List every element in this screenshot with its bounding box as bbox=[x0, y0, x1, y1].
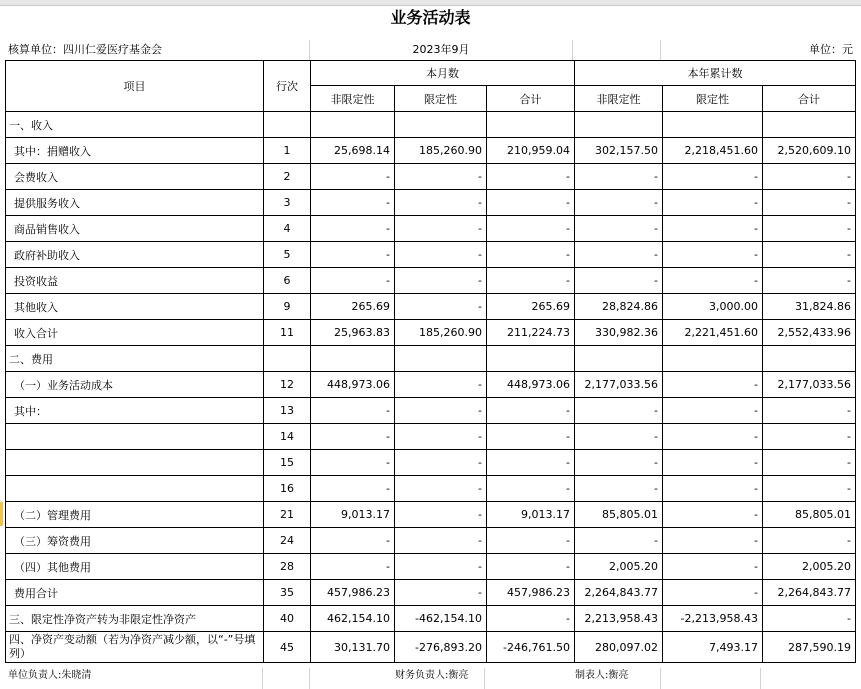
cell-row-no[interactable]: 15 bbox=[264, 450, 311, 476]
cell-ytd-restricted[interactable]: - bbox=[663, 580, 763, 606]
table-row bbox=[6, 580, 856, 606]
cell-ytd-unrestricted[interactable] bbox=[575, 112, 663, 138]
grid-line bbox=[572, 40, 573, 60]
cell-item[interactable]: 会费收入 bbox=[6, 164, 264, 190]
cell-month-unrestricted[interactable]: - bbox=[311, 190, 395, 216]
cell-item[interactable]: 二、费用 bbox=[6, 346, 264, 372]
cell-ytd-total[interactable]: 287,590.19 bbox=[763, 632, 856, 663]
cell-month-restricted[interactable]: - bbox=[395, 476, 487, 502]
header-item[interactable]: 项目 bbox=[6, 61, 264, 112]
cell-ytd-total[interactable]: 31,824.86 bbox=[763, 294, 856, 320]
cell-item[interactable]: （四）其他费用 bbox=[6, 554, 264, 580]
table-row bbox=[6, 164, 856, 190]
accounting-unit[interactable]: 核算单位：四川仁爱医疗基金会 bbox=[8, 43, 162, 56]
cell-item[interactable]: 三、限定性净资产转为非限定性净资产 bbox=[6, 606, 264, 632]
cell-item[interactable]: 商品销售收入 bbox=[6, 216, 264, 242]
table-row bbox=[6, 632, 856, 663]
cell-month-unrestricted[interactable]: 448,973.06 bbox=[311, 372, 395, 398]
cell-month-unrestricted[interactable]: 9,013.17 bbox=[311, 502, 395, 528]
cell-ytd-restricted[interactable]: - bbox=[663, 372, 763, 398]
cell-row-no[interactable]: 3 bbox=[264, 190, 311, 216]
cell-ytd-total[interactable] bbox=[763, 112, 856, 138]
cell-item[interactable]: 投资收益 bbox=[6, 268, 264, 294]
cell-month-unrestricted[interactable]: - bbox=[311, 216, 395, 242]
grid-line bbox=[262, 668, 263, 689]
cell-month-unrestricted[interactable]: 25,698.14 bbox=[311, 138, 395, 164]
cell-ytd-restricted[interactable]: - bbox=[663, 450, 763, 476]
cell-row-no[interactable] bbox=[264, 346, 311, 372]
cell-month-unrestricted[interactable]: - bbox=[311, 424, 395, 450]
cell-item[interactable]: 四、净资产变动额（若为净资产减少额，以“-”号填列） bbox=[6, 632, 264, 663]
cell-month-restricted[interactable]: - bbox=[395, 502, 487, 528]
cell-month-restricted[interactable]: -276,893.20 bbox=[395, 632, 487, 663]
activity-statement-table bbox=[5, 60, 856, 663]
cell-ytd-total[interactable]: 85,805.01 bbox=[763, 502, 856, 528]
cell-month-unrestricted[interactable]: - bbox=[311, 268, 395, 294]
cell-ytd-total[interactable]: 2,520,609.10 bbox=[763, 138, 856, 164]
cell-month-unrestricted[interactable]: 462,154.10 bbox=[311, 606, 395, 632]
table-row bbox=[6, 138, 856, 164]
cell-month-total[interactable]: 211,224.73 bbox=[487, 320, 575, 346]
header-year-to-date[interactable]: 本年累计数 bbox=[575, 61, 856, 86]
cell-row-no[interactable]: 5 bbox=[264, 242, 311, 268]
cell-item[interactable] bbox=[6, 424, 264, 450]
cell-ytd-total[interactable]: - bbox=[763, 164, 856, 190]
cell-month-total[interactable]: 457,986.23 bbox=[487, 580, 575, 606]
cell-ytd-unrestricted[interactable]: - bbox=[575, 164, 663, 190]
cell-row-no[interactable]: 45 bbox=[264, 632, 311, 663]
grid-line bbox=[309, 668, 310, 689]
table-row bbox=[6, 320, 856, 346]
cell-month-total[interactable]: - bbox=[487, 216, 575, 242]
table-row bbox=[6, 268, 856, 294]
cell-ytd-restricted[interactable]: 7,493.17 bbox=[663, 632, 763, 663]
cell-month-restricted[interactable]: 185,260.90 bbox=[395, 320, 487, 346]
cell-month-restricted[interactable]: - bbox=[395, 216, 487, 242]
header-ytd-total[interactable]: 合计 bbox=[763, 86, 856, 112]
cell-month-total[interactable]: - bbox=[487, 190, 575, 216]
cell-month-restricted[interactable] bbox=[395, 112, 487, 138]
cell-row-no[interactable]: 24 bbox=[264, 528, 311, 554]
table-row bbox=[6, 606, 856, 632]
cell-row-no[interactable]: 11 bbox=[264, 320, 311, 346]
info-bar bbox=[0, 40, 861, 60]
cell-ytd-unrestricted[interactable]: 2,177,033.56 bbox=[575, 372, 663, 398]
cell-month-unrestricted[interactable]: - bbox=[311, 164, 395, 190]
report-period[interactable]: 2023年9月 bbox=[412, 43, 470, 56]
cell-month-restricted[interactable]: - bbox=[395, 268, 487, 294]
cell-item[interactable]: 其他收入 bbox=[6, 294, 264, 320]
cell-month-restricted[interactable]: - bbox=[395, 424, 487, 450]
cell-item[interactable]: 一、收入 bbox=[6, 112, 264, 138]
cell-ytd-restricted[interactable]: 3,000.00 bbox=[663, 294, 763, 320]
table-row bbox=[6, 112, 856, 138]
cell-ytd-unrestricted[interactable]: - bbox=[575, 242, 663, 268]
cell-item[interactable] bbox=[6, 476, 264, 502]
row-selection-marker bbox=[0, 502, 3, 526]
cell-row-no[interactable]: 4 bbox=[264, 216, 311, 242]
cell-row-no[interactable] bbox=[264, 112, 311, 138]
cell-ytd-total[interactable]: 2,552,433.96 bbox=[763, 320, 856, 346]
cell-ytd-restricted[interactable] bbox=[663, 346, 763, 372]
header-row-no[interactable]: 行次 bbox=[264, 61, 311, 112]
finance-head-signature[interactable]: 财务负责人:衡亮 bbox=[395, 670, 469, 681]
cell-ytd-total[interactable]: 2,264,843.77 bbox=[763, 580, 856, 606]
table-row bbox=[6, 398, 856, 424]
grid-line bbox=[660, 40, 661, 60]
report-title: 业务活动表 bbox=[390, 8, 471, 27]
cell-row-no[interactable]: 1 bbox=[264, 138, 311, 164]
cell-ytd-unrestricted[interactable]: 2,005.20 bbox=[575, 554, 663, 580]
cell-item[interactable]: 其中：捐赠收入 bbox=[6, 138, 264, 164]
cell-month-total[interactable]: 448,973.06 bbox=[487, 372, 575, 398]
cell-ytd-unrestricted[interactable]: - bbox=[575, 528, 663, 554]
cell-row-no[interactable]: 35 bbox=[264, 580, 311, 606]
cell-month-total[interactable]: - bbox=[487, 424, 575, 450]
cell-ytd-restricted[interactable] bbox=[663, 112, 763, 138]
cell-item[interactable]: 费用合计 bbox=[6, 580, 264, 606]
cell-ytd-restricted[interactable]: - bbox=[663, 554, 763, 580]
cell-ytd-restricted[interactable]: - bbox=[663, 528, 763, 554]
cell-ytd-restricted[interactable]: - bbox=[663, 242, 763, 268]
cell-month-unrestricted[interactable]: 25,963.83 bbox=[311, 320, 395, 346]
cell-ytd-total[interactable]: - bbox=[763, 528, 856, 554]
cell-month-restricted[interactable]: - bbox=[395, 528, 487, 554]
cell-ytd-restricted[interactable]: 2,218,451.60 bbox=[663, 138, 763, 164]
cell-item[interactable]: （二）管理费用 bbox=[6, 502, 264, 528]
cell-row-no[interactable]: 40 bbox=[264, 606, 311, 632]
cell-month-unrestricted[interactable] bbox=[311, 112, 395, 138]
cell-month-unrestricted[interactable]: 457,986.23 bbox=[311, 580, 395, 606]
grid-line bbox=[484, 668, 485, 689]
cell-item[interactable]: 政府补助收入 bbox=[6, 242, 264, 268]
table-row bbox=[6, 242, 856, 268]
cell-month-unrestricted[interactable]: - bbox=[311, 450, 395, 476]
cell-month-total[interactable]: -246,761.50 bbox=[487, 632, 575, 663]
cell-ytd-unrestricted[interactable]: - bbox=[575, 268, 663, 294]
cell-row-no[interactable]: 12 bbox=[264, 372, 311, 398]
cell-month-unrestricted[interactable]: - bbox=[311, 554, 395, 580]
cell-ytd-restricted[interactable]: - bbox=[663, 216, 763, 242]
cell-item[interactable]: 其中： bbox=[6, 398, 264, 424]
cell-month-restricted[interactable]: - bbox=[395, 398, 487, 424]
header-month-unrestricted[interactable]: 非限定性 bbox=[311, 86, 395, 112]
cell-ytd-unrestricted[interactable]: - bbox=[575, 424, 663, 450]
header-current-month[interactable]: 本月数 bbox=[311, 61, 575, 86]
cell-ytd-total[interactable]: - bbox=[763, 242, 856, 268]
cell-ytd-unrestricted[interactable]: - bbox=[575, 398, 663, 424]
cell-row-no[interactable]: 28 bbox=[264, 554, 311, 580]
cell-month-unrestricted[interactable]: 265.69 bbox=[311, 294, 395, 320]
cell-ytd-restricted[interactable]: - bbox=[663, 502, 763, 528]
cell-ytd-total[interactable]: - bbox=[763, 398, 856, 424]
cell-month-total[interactable]: - bbox=[487, 476, 575, 502]
cell-month-total[interactable]: - bbox=[487, 554, 575, 580]
cell-ytd-total[interactable]: - bbox=[763, 450, 856, 476]
cell-row-no[interactable]: 14 bbox=[264, 424, 311, 450]
cell-row-no[interactable]: 9 bbox=[264, 294, 311, 320]
table-row bbox=[6, 502, 856, 528]
cell-ytd-unrestricted[interactable]: 85,805.01 bbox=[575, 502, 663, 528]
cell-month-restricted[interactable]: - bbox=[395, 294, 487, 320]
header-row-1 bbox=[6, 61, 856, 86]
cell-month-unrestricted[interactable]: - bbox=[311, 242, 395, 268]
cell-row-no[interactable]: 16 bbox=[264, 476, 311, 502]
cell-month-total[interactable] bbox=[487, 346, 575, 372]
cell-month-restricted[interactable]: -462,154.10 bbox=[395, 606, 487, 632]
cell-month-restricted[interactable]: - bbox=[395, 190, 487, 216]
preparer-signature[interactable]: 制表人:衡亮 bbox=[575, 670, 629, 681]
table-row bbox=[6, 190, 856, 216]
cell-month-total[interactable]: - bbox=[487, 268, 575, 294]
cell-month-unrestricted[interactable]: 30,131.70 bbox=[311, 632, 395, 663]
cell-month-total[interactable]: - bbox=[487, 398, 575, 424]
cell-month-unrestricted[interactable]: - bbox=[311, 528, 395, 554]
cell-item[interactable]: （三）筹资费用 bbox=[6, 528, 264, 554]
cell-ytd-unrestricted[interactable]: - bbox=[575, 190, 663, 216]
cell-month-unrestricted[interactable]: - bbox=[311, 476, 395, 502]
cell-ytd-total[interactable]: 2,177,033.56 bbox=[763, 372, 856, 398]
cell-month-total[interactable]: - bbox=[487, 606, 575, 632]
currency-unit[interactable]: 单位：元 bbox=[809, 43, 853, 56]
header-ytd-unrestricted[interactable]: 非限定性 bbox=[575, 86, 663, 112]
cell-ytd-restricted[interactable]: -2,213,958.43 bbox=[663, 606, 763, 632]
signature-footer bbox=[0, 668, 861, 689]
table-row bbox=[6, 476, 856, 502]
cell-month-total[interactable]: - bbox=[487, 164, 575, 190]
header-month-total[interactable]: 合计 bbox=[487, 86, 575, 112]
cell-ytd-total[interactable]: - bbox=[763, 216, 856, 242]
cell-ytd-unrestricted[interactable] bbox=[575, 346, 663, 372]
cell-month-total[interactable]: - bbox=[487, 528, 575, 554]
cell-ytd-unrestricted[interactable]: 2,213,958.43 bbox=[575, 606, 663, 632]
table-row bbox=[6, 424, 856, 450]
cell-ytd-total[interactable]: - bbox=[763, 190, 856, 216]
cell-item[interactable]: （一）业务活动成本 bbox=[6, 372, 264, 398]
cell-month-unrestricted[interactable]: - bbox=[311, 398, 395, 424]
cell-ytd-total[interactable]: - bbox=[763, 268, 856, 294]
header-month-restricted[interactable]: 限定性 bbox=[395, 86, 487, 112]
grid-line bbox=[660, 668, 661, 689]
cell-ytd-restricted[interactable]: - bbox=[663, 190, 763, 216]
cell-ytd-unrestricted[interactable]: 280,097.02 bbox=[575, 632, 663, 663]
table-row bbox=[6, 372, 856, 398]
grid-line bbox=[760, 668, 761, 689]
cell-row-no[interactable]: 13 bbox=[264, 398, 311, 424]
cell-month-total[interactable]: 265.69 bbox=[487, 294, 575, 320]
cell-ytd-unrestricted[interactable]: 28,824.86 bbox=[575, 294, 663, 320]
cell-ytd-unrestricted[interactable]: 2,264,843.77 bbox=[575, 580, 663, 606]
cell-month-restricted[interactable]: - bbox=[395, 554, 487, 580]
cell-item[interactable] bbox=[6, 450, 264, 476]
cell-ytd-unrestricted[interactable]: - bbox=[575, 476, 663, 502]
cell-row-no[interactable]: 21 bbox=[264, 502, 311, 528]
cell-month-restricted[interactable]: - bbox=[395, 372, 487, 398]
cell-month-restricted[interactable]: - bbox=[395, 450, 487, 476]
cell-item[interactable]: 提供服务收入 bbox=[6, 190, 264, 216]
table-row bbox=[6, 450, 856, 476]
cell-ytd-restricted[interactable]: - bbox=[663, 164, 763, 190]
cell-month-restricted[interactable]: - bbox=[395, 580, 487, 606]
cell-ytd-unrestricted[interactable]: - bbox=[575, 216, 663, 242]
cell-ytd-restricted[interactable]: 2,221,451.60 bbox=[663, 320, 763, 346]
cell-month-total[interactable]: 210,959.04 bbox=[487, 138, 575, 164]
cell-month-total[interactable] bbox=[487, 112, 575, 138]
unit-head-signature[interactable]: 单位负责人:朱晓清 bbox=[8, 670, 92, 681]
table-row bbox=[6, 346, 856, 372]
table-row bbox=[6, 528, 856, 554]
header-ytd-restricted[interactable]: 限定性 bbox=[663, 86, 763, 112]
cell-ytd-unrestricted[interactable]: 302,157.50 bbox=[575, 138, 663, 164]
cell-month-restricted[interactable]: 185,260.90 bbox=[395, 138, 487, 164]
cell-item[interactable]: 收入合计 bbox=[6, 320, 264, 346]
cell-ytd-restricted[interactable]: - bbox=[663, 268, 763, 294]
cell-ytd-total[interactable]: - bbox=[763, 606, 856, 632]
cell-month-unrestricted[interactable] bbox=[311, 346, 395, 372]
cell-ytd-total[interactable]: 2,005.20 bbox=[763, 554, 856, 580]
cell-month-restricted[interactable]: - bbox=[395, 242, 487, 268]
cell-ytd-restricted[interactable]: - bbox=[663, 424, 763, 450]
cell-row-no[interactable]: 2 bbox=[264, 164, 311, 190]
cell-ytd-restricted[interactable]: - bbox=[663, 476, 763, 502]
table-row bbox=[6, 216, 856, 242]
table-row bbox=[6, 294, 856, 320]
cell-month-restricted[interactable]: - bbox=[395, 164, 487, 190]
cell-ytd-total[interactable]: - bbox=[763, 424, 856, 450]
cell-month-total[interactable]: - bbox=[487, 450, 575, 476]
cell-month-total[interactable]: - bbox=[487, 242, 575, 268]
cell-ytd-unrestricted[interactable]: 330,982.36 bbox=[575, 320, 663, 346]
cell-month-restricted[interactable] bbox=[395, 346, 487, 372]
cell-month-total[interactable]: 9,013.17 bbox=[487, 502, 575, 528]
cell-row-no[interactable]: 6 bbox=[264, 268, 311, 294]
cell-ytd-total[interactable]: - bbox=[763, 476, 856, 502]
cell-ytd-unrestricted[interactable]: - bbox=[575, 450, 663, 476]
cell-ytd-restricted[interactable]: - bbox=[663, 398, 763, 424]
cell-ytd-total[interactable] bbox=[763, 346, 856, 372]
table-row bbox=[6, 554, 856, 580]
